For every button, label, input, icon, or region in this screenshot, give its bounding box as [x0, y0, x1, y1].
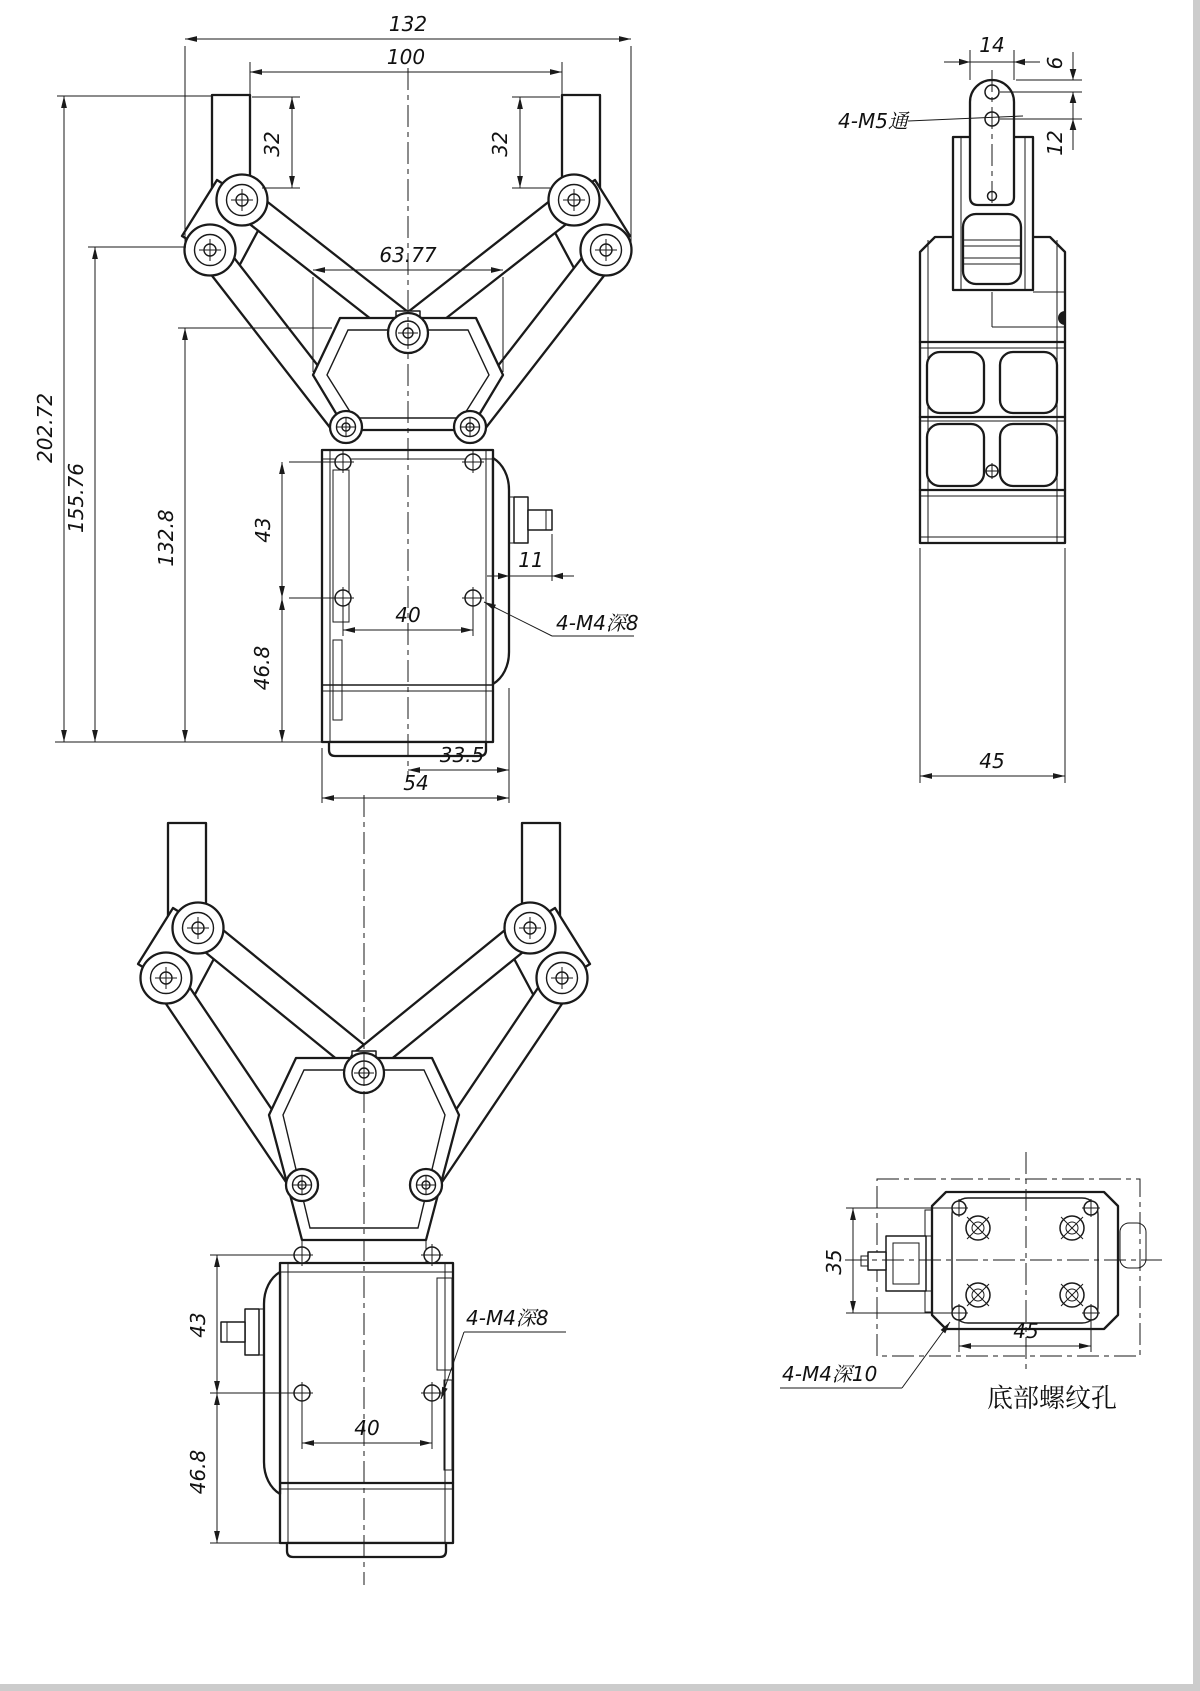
pad-panel: [927, 424, 984, 486]
dim-finger-width: 14: [979, 33, 1005, 57]
connector-flange: [245, 1309, 259, 1355]
pad-panel: [1000, 424, 1057, 486]
dim-body-lower: 46.8: [250, 645, 274, 691]
connector-pin: [528, 510, 552, 530]
pad-panel: [1000, 352, 1057, 413]
dim-finger-length-left: 32: [260, 131, 284, 157]
dim-connector-protrusion: 11: [518, 548, 544, 572]
page-edge-right: [1193, 0, 1200, 1691]
dim-mount-horizontal: 40: [354, 1416, 380, 1440]
thread-note-bottom: 4-M4深10: [782, 1362, 878, 1386]
dim-finger-spacing: 100: [386, 45, 426, 69]
side-cover: [264, 1272, 280, 1494]
dim-mount-horizontal: 40: [395, 603, 421, 627]
dim-pivot-height: 155.76: [64, 463, 88, 533]
finger-pads: [963, 214, 1021, 284]
dim-center-to-side: 33.5: [439, 743, 485, 767]
dim-body-lower: 46.8: [186, 1449, 210, 1495]
thread-note-front: 4-M4深8: [556, 611, 639, 635]
dim-body-depth: 45: [979, 749, 1005, 773]
dim-overall-width: 132: [388, 12, 428, 36]
dim-hole-spacing-horizontal: 45: [1013, 1319, 1039, 1343]
connector-pin: [221, 1322, 245, 1342]
thread-note-side: 4-M5通: [838, 109, 908, 133]
dim-mount-vertical: 43: [251, 517, 275, 543]
dim-palm-top-height: 132.8: [154, 509, 178, 567]
dim-hole-pitch: 12: [1043, 130, 1067, 156]
side-cover: [493, 458, 509, 684]
page-edge-bottom: [0, 1684, 1200, 1691]
body-bottom-plate: [287, 1543, 446, 1557]
dim-finger-length-right: 32: [488, 131, 512, 157]
dim-mount-vertical: 43: [186, 1312, 210, 1338]
dim-hole-spacing-vertical: 35: [822, 1249, 846, 1275]
body: [280, 1263, 453, 1543]
dim-hole-edge-offset: 6: [1043, 56, 1067, 70]
thread-note-back: 4-M4深8: [466, 1306, 549, 1330]
dim-body-width: 54: [403, 771, 429, 795]
pad-panel: [927, 352, 984, 413]
bottom-view-caption: 底部螺纹孔: [986, 1384, 1118, 1414]
dim-palm-width: 63.77: [379, 243, 437, 267]
connector-flange: [514, 497, 528, 543]
dim-overall-height: 202.72: [33, 393, 57, 463]
